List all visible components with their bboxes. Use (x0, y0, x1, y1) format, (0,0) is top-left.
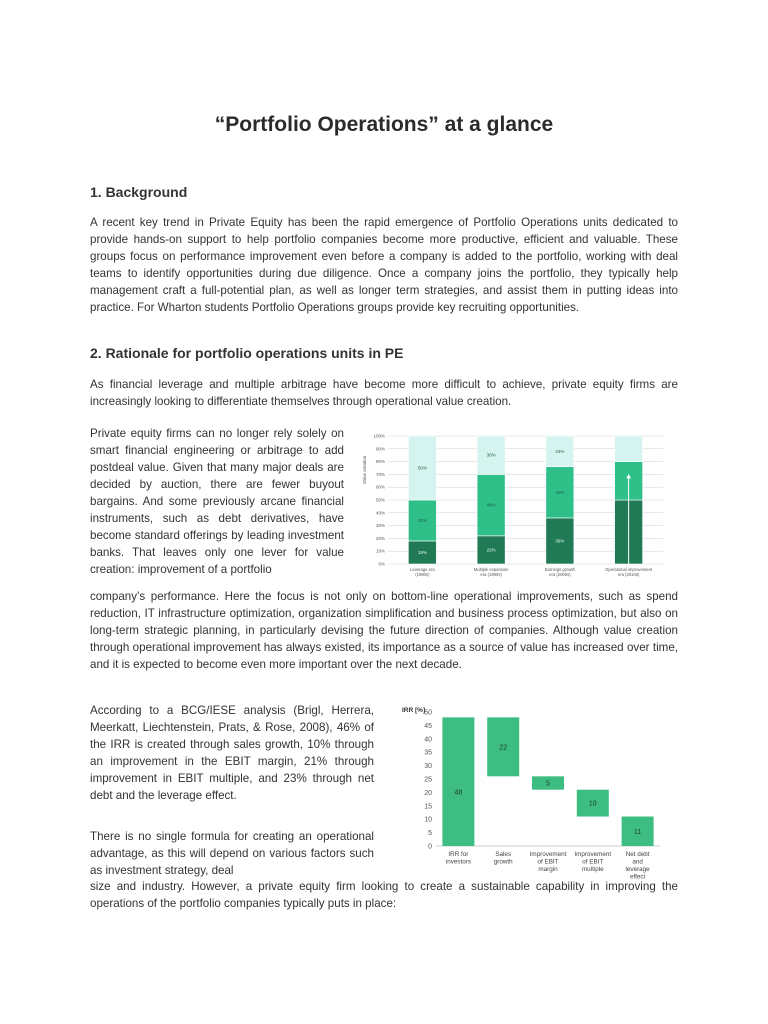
rationale-wrap-paragraph: Private equity firms can no longer rely solely on smart financial engineering or arbitrage to add postdeal value. Given that many major deals are decided by auction, there are fewer buyout bargains. And some previously arcane financial instruments, such as debt derivatives, have become standard offerings by leading investment banks. That leaves only one lever for value creation: improvement of a portfolio (90, 427, 344, 576)
formula-wrap-paragraph: There is no single formula for creating an operational advantage, as this will depend on various factors such as investment strategy, deal (90, 830, 374, 877)
x-tick-label: leverage (625, 866, 650, 873)
x-tick-label: multiple (581, 866, 604, 873)
y-tick-label: 100% (373, 433, 385, 439)
rationale-intro-paragraph: As financial leverage and multiple arbitrage have become more difficult to achieve, private equity firms are increasingly looking to differentiate themselves through operational value creation. (90, 378, 678, 408)
x-tick-label: Multiple expansion (473, 567, 509, 572)
y-tick-label: 15 (424, 803, 432, 811)
x-tick-label: (1980s) (415, 572, 430, 577)
y-tick-label: 45 (424, 722, 432, 730)
x-tick-label: margin (538, 866, 558, 873)
y-tick-label: 25 (424, 776, 432, 784)
x-tick-label: IRR for (448, 851, 469, 858)
bar-data-label: 24% (555, 448, 565, 454)
x-tick-label: and (632, 858, 643, 866)
waterfall-bar (442, 717, 474, 846)
bar-data-label: 36% (555, 538, 565, 544)
y-tick-label: 5 (428, 830, 432, 838)
y-tick-label: 35 (424, 749, 432, 757)
y-tick-label: 30 (424, 763, 432, 771)
x-tick-label: era (2010s) (617, 572, 640, 577)
y-tick-label: 10 (424, 816, 432, 824)
y-tick-label: 40 (424, 736, 432, 744)
y-tick-label: 50 (424, 709, 432, 717)
y-axis-label: IRR [%] (402, 707, 426, 714)
bar-data-label: 10 (588, 800, 597, 808)
x-tick-label: era (1990s) (480, 572, 502, 577)
irr-waterfall-chart (398, 700, 670, 880)
y-tick-label: 70% (375, 471, 385, 477)
stacked-bar-segment (615, 436, 643, 462)
x-tick-label: Earnings growth (544, 567, 576, 572)
background-paragraph: A recent key trend in Private Equity has been the rapid emergence of Portfolio Operations units dedicated to provide hands-on support to help portfolio companies become more productive, efficient and valuable. These groups focus on performance improvement even before a company is added to the portfolio, working with deal teams to identify opportunities during due diligence. Once a company joins the portfolio, they typically help management craft a full-potential plan, as well as longer term strategies, and assist them in putting ideas into practice. For Wharton students Portfolio Operations groups provide key recruiting opportunities. (90, 216, 678, 314)
y-tick-label: 0 (428, 843, 432, 851)
bar-data-label: 5 (546, 780, 550, 788)
bar-data-label: 22 (499, 744, 508, 752)
bar-data-label: 11 (633, 828, 642, 836)
bcg-analysis-paragraph: According to a BCG/IESE analysis (Brigl, Herrera, Meerkatt, Liechtenstein, Prats, & Rose, 2008), 46% of the IRR is created through sales growth, 10% through an improvement in the EBIT margin, 21% through improvement in EBIT multiple, and 23% through net debt and the leverage effect. (90, 704, 374, 802)
value-creation-stacked-chart (358, 430, 668, 585)
section-heading-background: 1. Background (90, 184, 188, 200)
x-tick-label: Operational improvement (605, 567, 653, 572)
x-tick-label: Net debt (625, 851, 650, 858)
x-tick-label: Leverage era (410, 567, 435, 572)
x-tick-label: Improvement (574, 851, 612, 858)
y-axis-label: Value creation (362, 455, 367, 485)
x-tick-label: Sales (495, 851, 512, 858)
y-tick-label: 10% (375, 548, 385, 554)
y-tick-label: 80% (375, 459, 385, 465)
x-tick-label: growth (493, 858, 513, 866)
y-tick-label: 20 (424, 789, 432, 797)
formula-full-paragraph: size and industry. However, a private equity firm looking to create a sustainable capability in improving the operations of the portfolio companies typically puts in place: (90, 880, 678, 910)
y-tick-label: 40% (375, 510, 385, 516)
y-tick-label: 60% (375, 484, 385, 490)
x-tick-label: effect (629, 873, 646, 880)
rationale-full-paragraph: company’s performance. Here the focus is not only on bottom-line operational improvements, such as spend reduction, IT infrastructure optimization, organization simplification and business process optimization, but also on long-term strategic planning, in particularly devising the future direction of companies. Although value creation through operational improvement has always existed, its importance as a source of value has increased over time, and it is expected to become even more important over the next decade. (90, 590, 678, 671)
page-title: “Portfolio Operations” at a glance (214, 113, 554, 136)
y-tick-label: 30% (375, 523, 385, 529)
bar-data-label: 30% (486, 452, 496, 458)
x-tick-label: era (2000s) (549, 572, 571, 577)
x-tick-label: investors (445, 858, 472, 866)
bar-data-label: 32% (417, 517, 427, 523)
bar-data-label: 48% (486, 502, 496, 508)
bar-data-label: 50% (417, 465, 427, 471)
x-tick-label: Improvement (529, 851, 567, 858)
bar-data-label: 48 (454, 789, 463, 797)
y-tick-label: 90% (375, 446, 385, 452)
bar-data-label: 40% (555, 489, 565, 495)
bar-data-label: 18% (417, 549, 427, 555)
x-tick-label: of EBIT (537, 858, 559, 866)
y-tick-label: 20% (375, 535, 385, 541)
y-tick-label: 0% (378, 561, 385, 567)
bar-data-label: 22% (486, 547, 496, 553)
y-tick-label: 50% (375, 497, 385, 503)
section-heading-rationale: 2. Rationale for portfolio operations units in PE (90, 345, 404, 361)
x-tick-label: of EBIT (582, 858, 604, 866)
